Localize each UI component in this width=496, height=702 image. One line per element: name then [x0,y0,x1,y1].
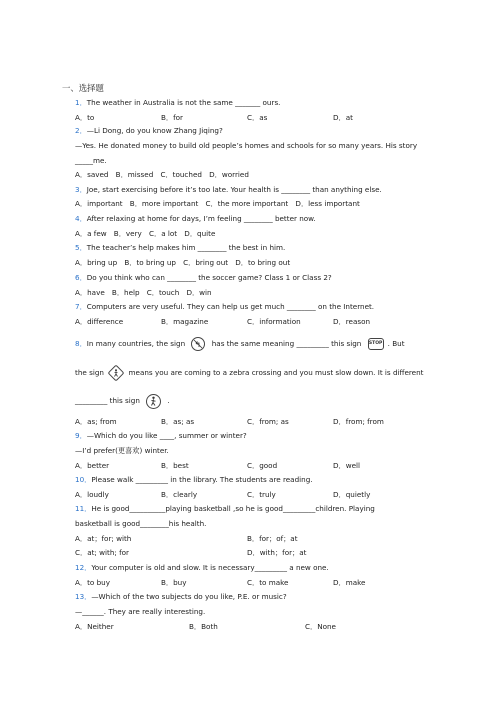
option-c[interactable]: C．at; with; for [75,548,129,557]
question-3 [75,185,382,194]
question-12 [75,563,329,572]
question-text: The weather in Australia is not the same _______ ours. [86,98,281,107]
option-d[interactable]: D．make [333,578,366,587]
question-text: He is good__________playing basketball ,so he is good_________children. Playing [91,504,375,513]
options-line[interactable]: A．bring up B．to bring up C．bring out D．to bring out [75,258,291,267]
question-text: Joe, start exercising before it’s too late. Your health is ________ than anything else. [86,185,382,194]
option-b[interactable]: B．buy [161,578,187,587]
option-d[interactable]: D．quietly [333,490,371,499]
option-b[interactable]: B．best [161,461,189,470]
question-text: _________ this sign [75,396,140,405]
option-b[interactable]: B．Both [189,622,218,631]
question-number: 4． [75,214,87,223]
section-title: 一、选择题 [62,83,104,93]
option-c[interactable]: C．information [247,317,301,326]
option-c[interactable]: C．good [247,461,278,470]
option-b[interactable]: B．for [161,113,184,122]
question-number: 10． [75,475,92,484]
option-a[interactable]: A．as; from [75,417,117,426]
question-number: 11． [75,504,92,513]
pedestrian-crossing-sign-icon [108,365,125,382]
question-11 [75,504,375,513]
question-number: 6． [75,273,87,282]
question-9 [75,431,247,440]
question-text: After relaxing at home for days, I’m feeling ________ better now. [86,214,316,223]
question-4 [75,214,316,223]
options-line[interactable]: A．a few B．very C．a lot D．quite [75,229,216,238]
question-text: In many countries, the sign [86,339,186,348]
question-number: 2． [75,126,87,135]
question-text: The teacher’s help makes him ________ the best in him. [86,243,286,252]
question-text-line: _____me. [75,156,107,165]
option-c[interactable]: C．None [305,622,336,631]
question-number: 13． [75,592,92,601]
question-text: Please walk _________ in the library. The students are reading. [91,475,313,484]
question-text: Computers are very useful. They can help us get much ________ on the Internet. [86,302,375,311]
question-number: 12． [75,563,92,572]
question-5 [75,243,285,252]
question-text: —Which do you like ____, summer or winter? [86,431,247,440]
option-b[interactable]: B．as; as [161,417,195,426]
question-number: 1． [75,98,87,107]
question-text-line: basketball is good________his health. [75,519,207,528]
question-text: —Li Dong, do you know Zhang Jiqing? [86,126,223,135]
question-8 [75,336,405,352]
question-number: 9． [75,431,87,440]
option-d[interactable]: D．from; from [333,417,384,426]
option-d[interactable]: D．well [333,461,361,470]
option-c[interactable]: C．from; as [247,417,289,426]
option-a[interactable]: A．at；for; with [75,534,132,543]
no-left-turn-sign-icon [191,337,205,351]
question-number: 8． [75,339,87,348]
question-text: Do you think who can ________ the soccer game? Class 1 or Class 2? [86,273,332,282]
question-10 [75,475,313,484]
option-a[interactable]: A．better [75,461,110,470]
question-text: —Which of the two subjects do you like, P.E. or music? [91,592,287,601]
option-a[interactable]: A．difference [75,317,124,326]
option-a[interactable]: A．to [75,113,95,122]
option-a[interactable]: A．loudly [75,490,109,499]
question-1 [75,98,280,107]
question-text-line: —______. They are really interesting. [75,607,206,616]
question-number: 7． [75,302,87,311]
option-c[interactable]: C．truly [247,490,276,499]
option-b[interactable]: B．clearly [161,490,198,499]
question-text-line: —Yes. He donated money to build old people’s homes and schools for so many years. His story [75,141,418,150]
option-a[interactable]: A．to buy [75,578,110,587]
question-13 [75,592,287,601]
options-line[interactable]: A．have B．help C．touch D．win [75,288,212,297]
options-line[interactable]: A．saved B．missed C．touched D．worried [75,170,249,179]
question-text-line [75,365,423,381]
question-text: means you are coming to a zebra crossing and you must slow down. It is different [128,368,424,377]
question-text-line [75,393,170,409]
question-6 [75,273,332,282]
question-text: Your computer is old and slow. It is necessary_________ a new one. [91,563,329,572]
question-number: 3． [75,185,87,194]
question-text: . [167,396,170,405]
option-a[interactable]: A．Neither [75,622,114,631]
question-text-line: —I’d prefer(更喜欢) winter. [75,446,169,455]
question-2 [75,126,223,135]
options-line[interactable]: A．important B．more important C．the more important D．less important [75,199,360,208]
stop-sign-icon: STOP [368,338,384,350]
option-c[interactable]: C．to make [247,578,289,587]
question-number: 5． [75,243,87,252]
option-c[interactable]: C．as [247,113,268,122]
question-7 [75,302,374,311]
option-d[interactable]: D．at [333,113,353,122]
question-text: has the same meaning _________ this sign [211,339,362,348]
option-b[interactable]: B．magazine [161,317,209,326]
option-b[interactable]: B．for；of；at [247,534,298,543]
option-d[interactable]: D．reason [333,317,371,326]
question-text: . But [387,339,405,348]
walking-person-sign-icon [146,394,161,409]
option-d[interactable]: D．with；for；at [247,548,307,557]
question-text: the sign [75,368,104,377]
